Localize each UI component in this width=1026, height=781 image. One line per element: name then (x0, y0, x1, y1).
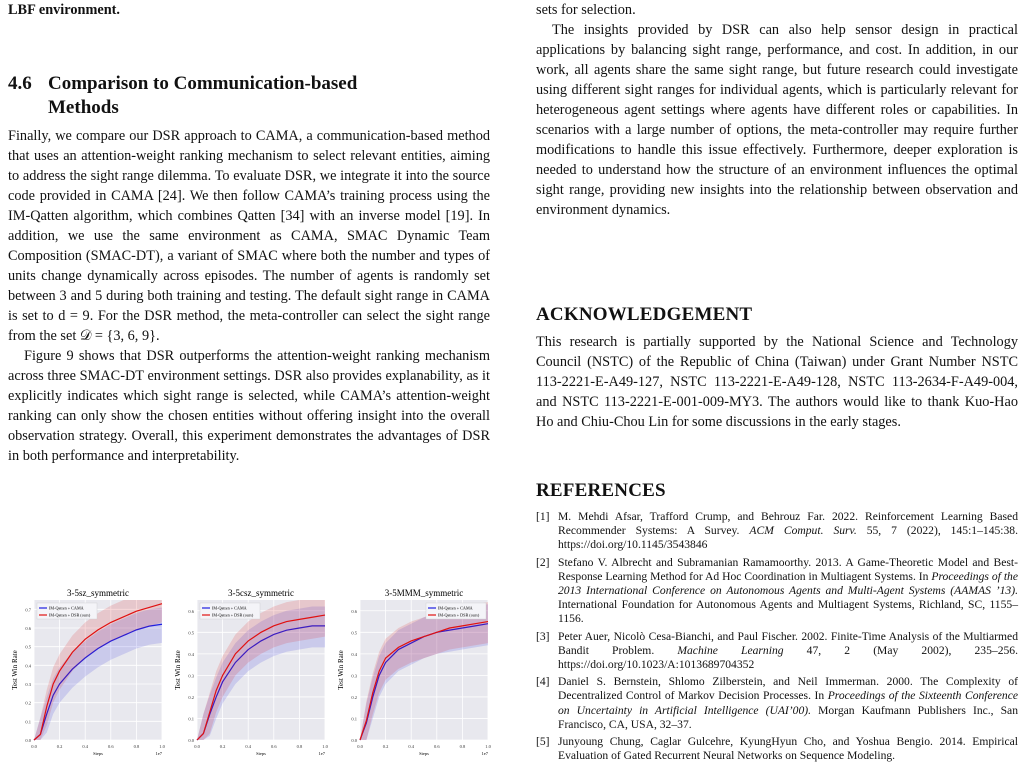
chart-svg (8, 586, 168, 776)
y-tick-label: 0.4 (188, 651, 194, 657)
x-tick-label: 1.0 (322, 744, 328, 749)
y-tick-label: 0.2 (25, 700, 31, 706)
y-tick-label: 0.6 (188, 608, 194, 614)
y-tick-label: 0.1 (25, 719, 31, 725)
y-tick-label: 0.6 (25, 626, 31, 631)
x-tick-label: 0.4 (408, 744, 415, 749)
y-tick-label: 0.1 (188, 716, 194, 722)
y-tick-label: 0.2 (351, 694, 357, 700)
paragraph: Figure 9 shows that DSR outperforms the attention-weight ranking mechanism across three SMAC-DT environment settings. DSR also provides explanability, as it explicitly indicates which sight range is selected, while CAMA’s attention-weight ranking can only show the chosen entities without offering insight into the overall observation strategy. Overall, this experiment demonstrates the advantages of DSR in both performance and interpretability. (8, 348, 490, 464)
chart-svg (334, 586, 494, 776)
chart-svg (171, 586, 331, 776)
x-tick-label: 0.2 (219, 744, 226, 749)
x-axis-scale: 1e7 (155, 751, 162, 756)
section-title-line1: Comparison to Communication-based (48, 73, 358, 94)
x-tick-label: 0.0 (194, 744, 200, 749)
x-tick-label: 0.8 (296, 744, 303, 749)
legend-label: IM-Qatten + DSR (ours) (212, 612, 254, 618)
chart-title: 3-5MMM_symmetric (384, 588, 464, 598)
chart-panel (171, 586, 331, 776)
x-tick-label: 0.6 (270, 744, 277, 749)
y-tick-label: 0.3 (188, 673, 194, 679)
references-heading: REFERENCES (536, 480, 666, 501)
legend-label: IM-Qatten + DSR (ours) (438, 612, 480, 618)
reference-item: [4] Daniel S. Bernstein, Shlomo Zilberstein, and Neil Immerman. 2000. The Complexity of Decentralized Control of Markov Decision Processes. In Proceedings of the Sixteenth Conference on Uncertainty in Artificial Intelligence (UAI’00). Morgan Kaufmann Publishers Inc., San Francisco, CA, USA, 32–37. (536, 675, 1018, 731)
y-axis-label: Test Win Rate (174, 650, 182, 690)
x-tick-label: 0.4 (245, 744, 252, 749)
reference-item: [2] Stefano V. Albrecht and Subramanian Ramamoorthy. 2013. A Game-Theoretic Model and Best-Response Learning Method for Ad Hoc Coordination in Multiagent Systems. In Proceedings of the 2013 International Conference on Autonomous Agents and Multi-Agent Systems (AAMAS ’13). International Foundation for Autonomous Agents and Multiagent Systems, Richland, SC, 1155–1156. (536, 555, 1018, 626)
acknowledgement-text: This research is partially supported by the National Science and Technology Council (NSTC) of the Republic of China (Taiwan) under Grant Number NSTC 113-2221-E-A49-127, NSTC 113-2221-E-A49-128, NSTC 113-2634-F-A49-004, and NSTC 113-2221-E-001-009-MY3. The authors would like to thank Kuo-Hao Ho and Chiu-Chou Lin for some discussions in the early stages. (536, 334, 1018, 430)
y-tick-label: 0.4 (351, 651, 357, 657)
acknowledgement-heading: ACKNOWLEDGEMENT (536, 304, 753, 325)
reference-item: [1] M. Mehdi Afsar, Trafford Crump, and Behrouz Far. 2022. Reinforcement Learning Based Recommender Systems: A Survey. ACM Comput. Surv. 55, 7 (2022), 145:1–145:38. https://doi.org/10.1145/3543846 (536, 510, 1018, 552)
y-tick-label: 0.2 (188, 694, 194, 700)
chart-panel (8, 586, 168, 776)
x-tick-label: 0.0 (31, 744, 37, 749)
y-axis-label: Test Win Rate (11, 650, 19, 690)
x-tick-label: 0.8 (133, 744, 140, 749)
x-tick-label: 0.2 (382, 744, 389, 749)
y-tick-label: 0.5 (25, 644, 31, 650)
paragraph: Finally, we compare our DSR approach to CAMA, a communication-based method that uses an attention-weight ranking mechanism to select relevant entities, aiming to address the sight range dilemma. To evaluate DSR, we integrate it into the source code provided in CAMA [24]. We then follow CAMA’s training process using the IM-Qatten algorithm, which combines Qatten [34] with an inverse model [19]. In addition, we use the same environment as CAMA, SMAC Dynamic Team Composition (SMAC-DT), a variant of SMAC where both the number and types of units change dynamically across episodes. The number of agents is randomly set between 3 and 5 during both training and testing. The default sight range in CAMA is set to d = 9. For the DSR method, the meta-controller can select the sight range from the set 𝒟 = {3, 6, 9}. (8, 128, 490, 344)
y-tick-label: 0.1 (351, 716, 357, 722)
y-tick-label: 0.0 (351, 738, 357, 743)
x-tick-label: 0.8 (459, 744, 466, 749)
y-tick-label: 0.3 (351, 673, 357, 679)
chart-panel (334, 586, 494, 776)
section-number: 4.6 (8, 73, 32, 94)
figure-9 (8, 586, 498, 776)
y-tick-label: 0.6 (351, 608, 357, 614)
legend-label: IM-Qatten + CAMA (212, 605, 247, 611)
x-tick-label: 0.2 (56, 744, 63, 749)
section-heading (8, 72, 490, 120)
section-title-line2: Methods (48, 97, 119, 118)
paragraph: The insights provided by DSR can also help sensor design in practical applications by balancing sight range, performance, and cost. In addition, in our work, all agents share the same sight range, but future research could investigate using different sight ranges for individual agents, which is particularly relevant for heterogeneous agent settings where agents have different roles or capabilities. In scenarios with a large number of options, the meta-controller may require further modifications to handle this issue effectively. Furthermore, deeper exploration is needed to understand how the structure of an environment influences the optimal sight range, providing new insights into the relationship between observation and environment dynamics. (536, 22, 1018, 218)
legend-label: IM-Qatten + CAMA (438, 605, 473, 611)
y-tick-label: 0.0 (25, 738, 31, 743)
x-tick-label: 1.0 (159, 744, 165, 749)
x-tick-label: 0.6 (107, 744, 114, 749)
x-tick-label: 0.4 (82, 744, 89, 749)
y-tick-label: 0.5 (351, 630, 357, 636)
x-tick-label: 1.0 (485, 744, 491, 749)
reference-item: [5] Junyoung Chung, Caglar Gulcehre, KyungHyun Cho, and Yoshua Bengio. 2014. Empirical Evaluation of Gated Recurrent Neural Networks on Sequence Modeling. (536, 735, 1018, 763)
chart-title: 3-5csz_symmetric (228, 588, 294, 598)
x-tick-label: 0.0 (357, 744, 363, 749)
x-axis-label: Steps (256, 751, 266, 756)
legend-label: IM-Qatten + DSR (ours) (49, 612, 91, 618)
y-tick-label: 0.0 (188, 738, 194, 743)
y-tick-label: 0.5 (188, 630, 194, 636)
y-axis-label: Test Win Rate (337, 650, 345, 690)
figure-caption-fragment: LBF environment. (8, 2, 120, 18)
chart-title: 3-5sz_symmetric (67, 588, 129, 598)
x-axis-scale: 1e7 (318, 751, 325, 756)
y-tick-label: 0.3 (25, 682, 31, 687)
reference-item: [3] Peter Auer, Nicolò Cesa-Bianchi, and Paul Fischer. 2002. Finite-Time Analysis of the Multiarmed Bandit Problem. Machine Learning 47, 2 (May 2002), 235–256. https://doi.org/10.1023/A:1013689704352 (536, 629, 1018, 672)
x-axis-label: Steps (419, 751, 429, 756)
references-list (536, 510, 1018, 766)
legend-label: IM-Qatten + CAMA (49, 605, 84, 611)
y-tick-label: 0.4 (25, 663, 31, 669)
x-axis-label: Steps (93, 751, 103, 756)
x-tick-label: 0.6 (433, 744, 440, 749)
x-axis-scale: 1e7 (481, 751, 488, 756)
y-tick-label: 0.7 (25, 607, 31, 613)
paragraph-fragment: sets for selection. (536, 2, 636, 18)
